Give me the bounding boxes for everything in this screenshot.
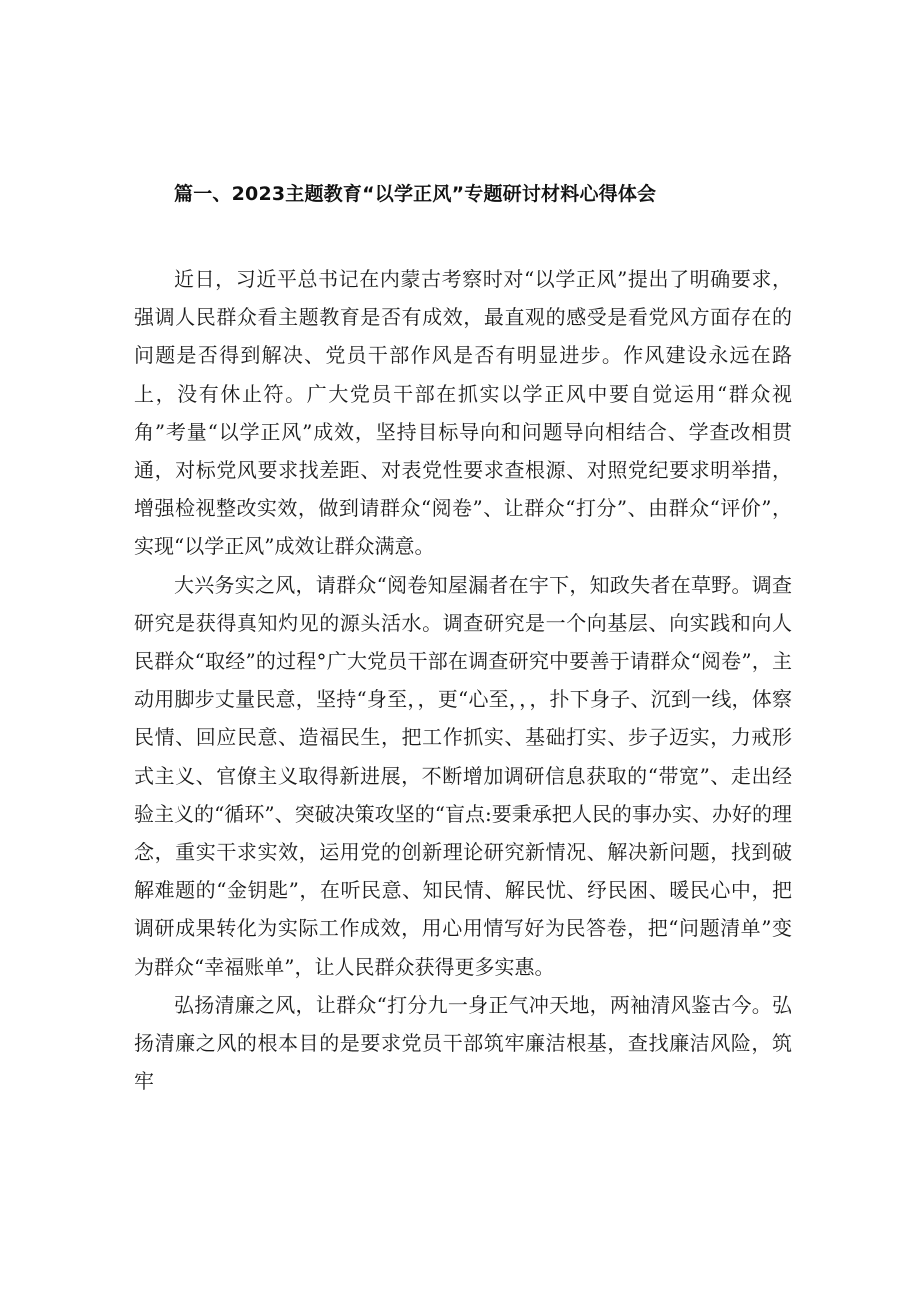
document-body [134,260,792,1100]
document-title: 篇一、2023主题教育“以学正风”专题研讨材料心得体会 [174,183,657,205]
paragraph: 大兴务实之风，请群众“阅卷知屋漏者在宇下，知政失者在草野。调查研究是获得真知灼见的源头活水。调查研究是一个向基层、向实践和向人民群众“取经”的过程°广大党员干部在调查研究中要善于请群众“阅卷”，主动用脚步丈量民意，坚持“身至，，更“心至，，，扑下身子、沉到一线，体察民情、回应民意、造福民生，把工作抓实、基础打实、步子迈实，力戒形式主义、官僚主义取得新进展，不断增加调研信息获取的“带宽”、走出经验主义的“循环”、突破决策攻坚的“盲点:要秉承把人民的事办实、办好的理念，重实干求实效，运用党的创新理论研究新情况、解决新问题，找到破解难题的“金钥匙”，在听民意、知民情、解民忧、纾民困、暖民心中，把调研成果转化为实际工作成效，用心用情写好为民答卷，把“问题清单”变为群众“幸福账单”，让人民群众获得更多实惠。 [134,572,792,979]
paragraph: 弘扬清廉之风，让群众“打分九一身正气冲天地，两袖清风鉴古今。弘扬清廉之风的根本目的是要求党员干部筑牢廉洁根基，查找廉洁风险，筑牢 [134,992,792,1094]
paragraph: 近日，习近平总书记在内蒙古考察时对“以学正风”提出了明确要求，强调人民群众看主题教育是否有成效，最直观的感受是看党风方面存在的问题是否得到解决、党员干部作风是否有明显进步。作风建设永远在路上，没有休止符。广大党员干部在抓实以学正风中要自觉运用“群众视角”考量“以学正风”成效，坚持目标导向和问题导向相结合、学查改相贯通，对标党风要求找差距、对表党性要求查根源、对照党纪要求明举措，增强检视整改实效，做到请群众“阅卷”、让群众“打分”、由群众“评价”，实现“以学正风”成效让群众满意。 [134,267,792,559]
